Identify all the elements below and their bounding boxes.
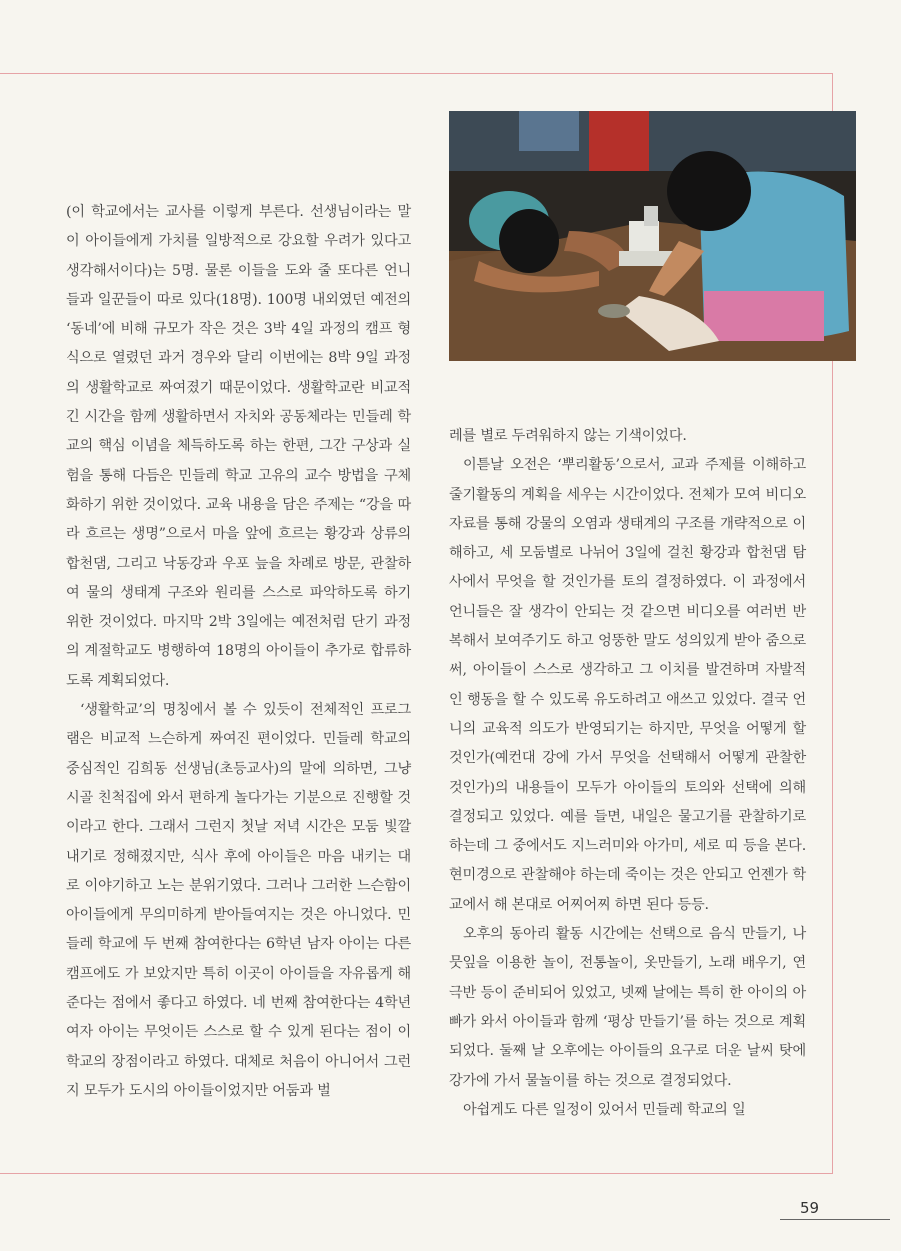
page-number-rule xyxy=(780,1219,890,1220)
right-paragraph-4: 아쉽게도 다른 일정이 있어서 민들레 학교의 일 xyxy=(463,1101,746,1118)
photo xyxy=(449,111,856,361)
right-paragraph-1: 레를 별로 두려워하지 않는 기색이었다. xyxy=(449,428,687,444)
left-column xyxy=(66,198,411,1106)
photo-children-microscope-icon xyxy=(449,111,856,361)
left-paragraph-1: (이 학교에서는 교사를 이렇게 부른다. 선생님이라는 말이 아이들에게 가치를 일방적으로 강요할 우려가 있다고 생각해서이다)는 5명. 물론 이들을 도와 줄 또다른 언니들과 일꾼들이 따로 있다(18명). 100명 내외였던 예전의 ‘동네’에 비해 규모가 작은 것은 3박 4일 과정의 캠프 형식으로 열렸던 과거 경우와 달리 이번에는 8박 9일 과정의 생활학교로 짜여졌기 때문이었다. 생활학교란 비교적 긴 시간을 함께 생활하면서 자치와 공동체라는 민들레 학교의 핵심 이념을 체득하도록 하는 한편, 그간 구상과 실험을 통해 다듬은 민들레 학교 고유의 교수 방법을 구체화하기 위한 것이었다. 교육 내용을 담은 주제는 “강을 따라 흐르는 생명”으로서 마을 앞에 흐르는 황강과 상류의 합천댐, 그리고 낙동강과 우포 늪을 차례로 방문, 관찰하여 물의 생태계 구조와 원리를 스스로 파악하도록 하기 위한 것이었다. 마지막 2박 3일에는 예전처럼 단기 과정의 계절학교도 병행하여 18명의 아이들이 추가로 합류하도록 계획되었다. xyxy=(66,204,411,689)
right-paragraph-2: 이튿날 오전은 ‘뿌리활동’으로서, 교과 주제를 이해하고 줄기활동의 계획을 세우는 시간이었다. 전체가 모여 비디오 자료를 통해 강물의 오염과 생태계의 구조를 개략적으로 이해하고, 세 모둠별로 나뉘어 3일에 걸친 황강과 합천댐 탐사에서 무엇을 할 것인가를 토의 결정하였다. 이 과정에서 언니들은 잘 생각이 안되는 것 같으면 비디오를 여러번 반복해서 보여주기도 하고 엉뚱한 말도 성의있게 받아 줌으로써, 아이들이 스스로 생각하고 그 이치를 발견하며 자발적인 행동을 할 수 있도록 유도하려고 애쓰고 있었다. 결국 언니의 교육적 의도가 반영되기는 하지만, 무엇을 어떻게 할 것인가(예컨대 강에 가서 무엇을 선택해서 어떻게 관찰한 것인가)의 내용들이 모두가 아이들의 토의와 선택에 의해 결정되고 있었다. 예를 들면, 내일은 물고기를 관찰하기로 하는데 그 중에서도 지느러미와 아가미, 세로 띠 등을 본다. 현미경으로 관찰해야 하는데 죽이는 것은 안되고 언젠가 학교에서 해 본대로 어찌어찌 하면 된다 등등. xyxy=(449,457,806,913)
right-paragraph-3: 오후의 동아리 활동 시간에는 선택으로 음식 만들기, 나뭇잎을 이용한 놀이, 전통놀이, 옷만들기, 노래 배우기, 연극반 등이 준비되어 있었고, 넷째 날에는 특히 한 아이의 아빠가 와서 아이들과 함께 ‘평상 만들기’를 하는 것으로 계획되었다. 둘째 날 오후에는 아이들의 요구로 더운 날씨 탓에 강가에 가서 물놀이를 하는 것으로 결정되었다. xyxy=(449,926,806,1089)
page-number: 59 xyxy=(800,1199,820,1217)
left-paragraph-2: ‘생활학교’의 명칭에서 볼 수 있듯이 전체적인 프로그램은 비교적 느슨하게 짜여진 편이었다. 민들레 학교의 중심적인 김희동 선생님(초등교사)의 말에 의하면, 그냥 시골 친척집에 와서 편하게 놀다가는 기분으로 진행할 것이라고 한다. 그래서 그런지 첫날 저녁 시간은 모둠 빛깔내기로 정해졌지만, 식사 후에 아이들은 마음 내키는 대로 이야기하고 노는 분위기였다. 그러나 그러한 느슨함이 아이들에게 무의미하게 받아들여지는 것은 아니었다. 민들레 학교에 두 번째 참여한다는 6학년 남자 아이는 다른 캠프에도 가 보았지만 특히 이곳이 아이들을 자유롭게 해 준다는 점에서 좋다고 하였다. 네 번째 참여한다는 4학년 여자 아이는 무엇이든 스스로 할 수 있게 된다는 점이 이 학교의 장점이라고 하였다. 대체로 처음이 아니어서 그런지 모두가 도시의 아이들이었지만 어둠과 벌 xyxy=(66,702,411,1099)
right-column xyxy=(449,422,806,1125)
